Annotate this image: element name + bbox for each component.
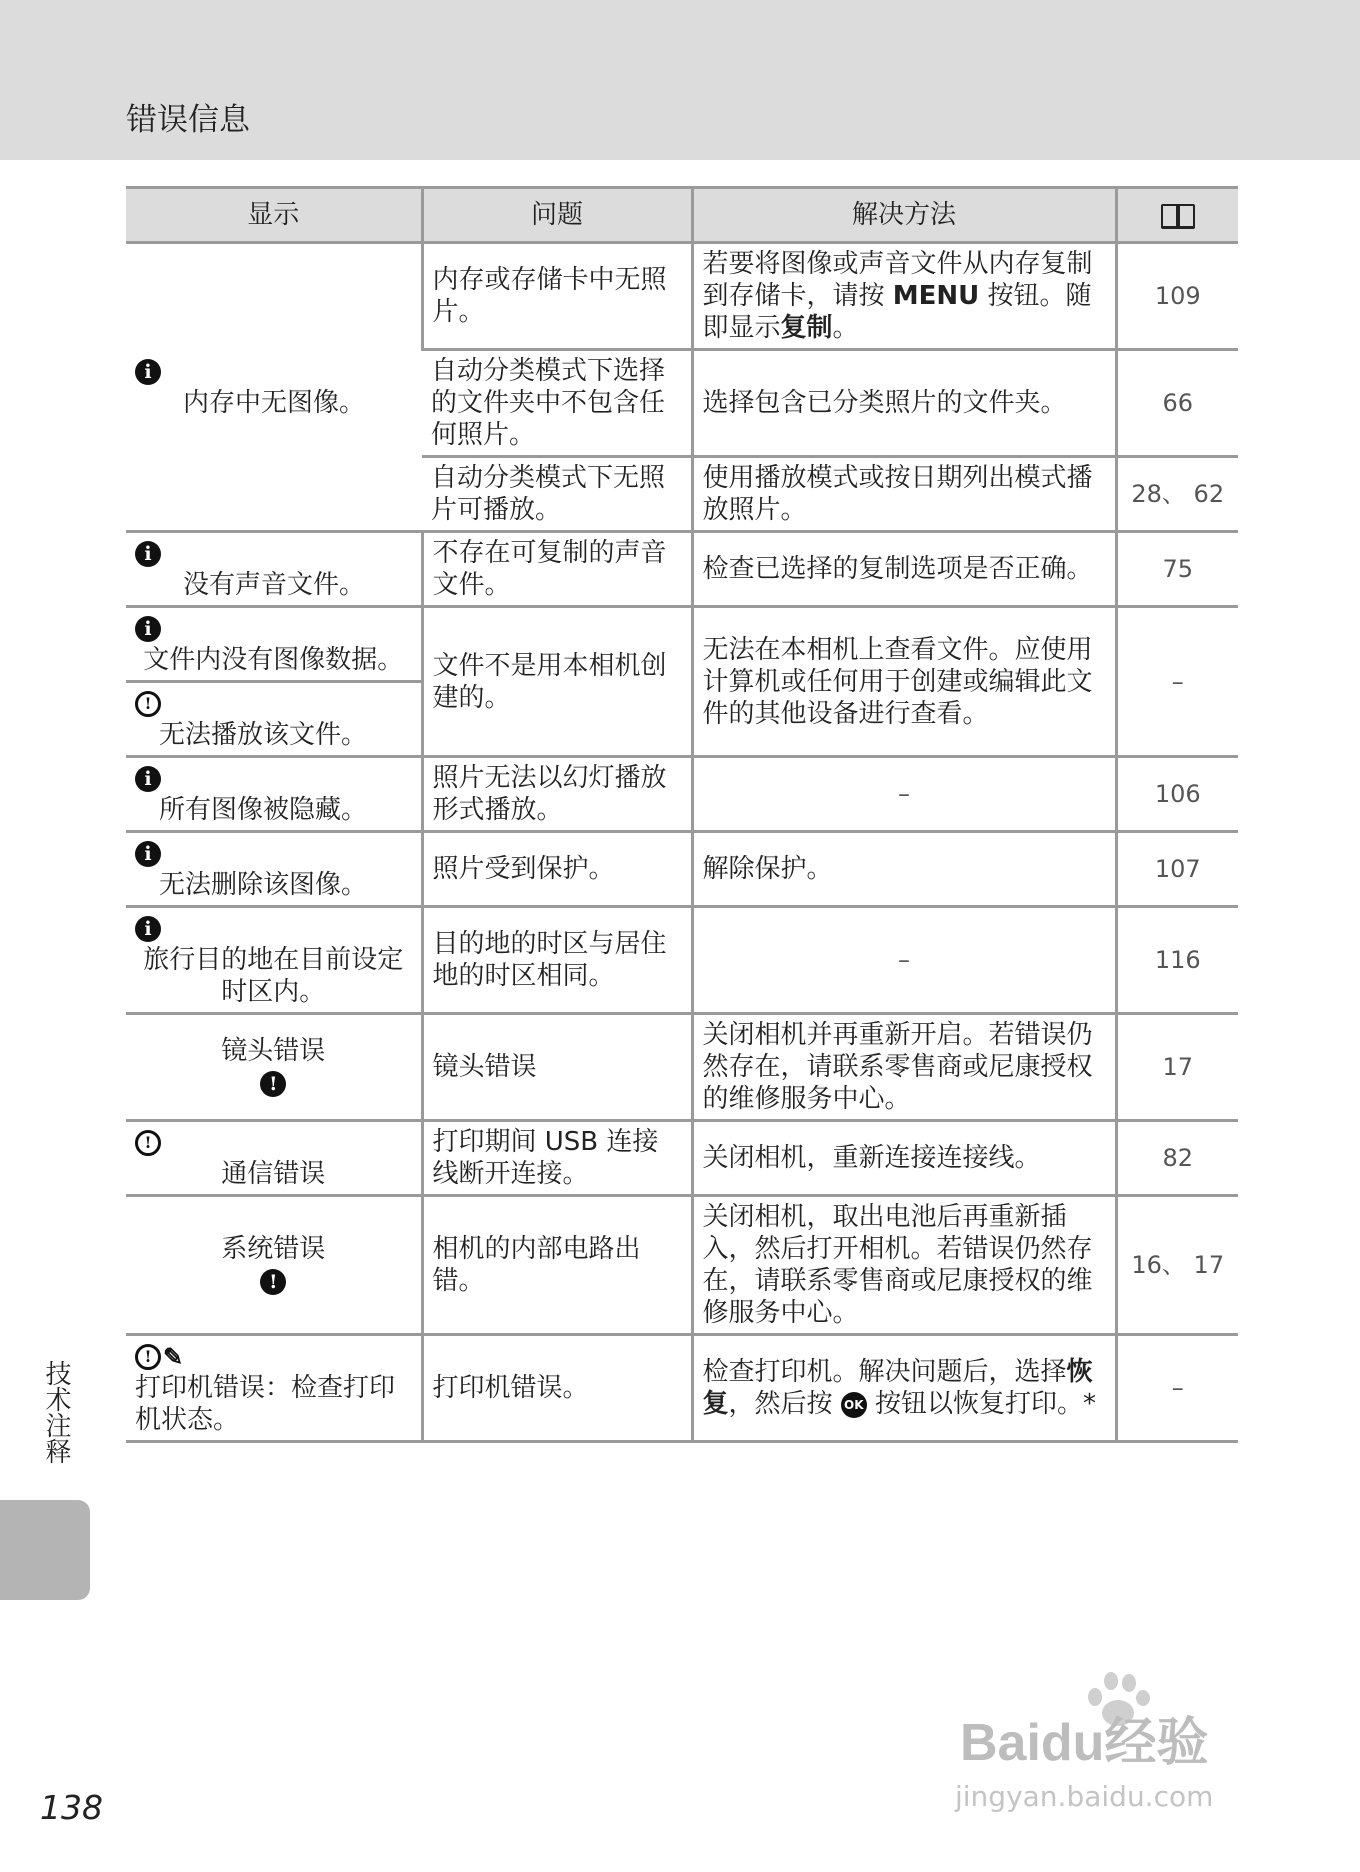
problem-cell: 相机的内部电路出错。 bbox=[422, 1196, 692, 1335]
solution-cell: 若要将图像或声音文件从内存复制到存储卡，请按 MENU 按钮。随即显示复制。 bbox=[692, 243, 1116, 350]
display-cell: ! 通信错误 bbox=[126, 1121, 422, 1196]
problem-cell: 镜头错误 bbox=[422, 1014, 692, 1121]
table-row bbox=[126, 1121, 1238, 1196]
solution-cell: 选择包含已分类照片的文件夹。 bbox=[692, 350, 1116, 457]
col-header-problem: 问题 bbox=[422, 188, 692, 243]
table-row bbox=[126, 1196, 1238, 1335]
display-cell: ! 无法播放该文件。 bbox=[126, 682, 422, 757]
problem-cell: 文件不是用本相机创建的。 bbox=[422, 607, 692, 757]
solution-cell: 关闭相机，重新连接连接线。 bbox=[692, 1121, 1116, 1196]
info-icon: i bbox=[135, 541, 161, 567]
table-row bbox=[126, 832, 1238, 907]
col-header-page bbox=[1116, 188, 1238, 243]
page-ref-cell: 66 bbox=[1116, 350, 1238, 457]
info-icon: i bbox=[135, 841, 161, 867]
table-row bbox=[126, 757, 1238, 832]
page-ref-cell: 75 bbox=[1116, 532, 1238, 607]
page-ref-cell: 17 bbox=[1116, 1014, 1238, 1121]
table-header-row bbox=[126, 188, 1238, 243]
display-cell: i 内存中无图像。 bbox=[126, 243, 422, 532]
display-cell: i 没有声音文件。 bbox=[126, 532, 422, 607]
solution-cell: 关闭相机并再重新开启。若错误仍然存在，请联系零售商或尼康授权的维修服务中心。 bbox=[692, 1014, 1116, 1121]
page-ref-cell: – bbox=[1116, 1335, 1238, 1442]
warning-icon: ! bbox=[135, 1130, 161, 1156]
problem-cell: 自动分类模式下无照片可播放。 bbox=[422, 457, 692, 532]
warning-icon: ! bbox=[135, 1344, 161, 1370]
solution-cell: 解除保护。 bbox=[692, 832, 1116, 907]
pictbridge-icon: ✎ bbox=[163, 1341, 184, 1371]
book-icon bbox=[1161, 204, 1195, 228]
solution-cell: 关闭相机，取出电池后再重新插入，然后打开相机。若错误仍然存在，请联系零售商或尼康授权的维修服务中心。 bbox=[692, 1196, 1116, 1335]
info-icon: i bbox=[135, 616, 161, 642]
col-header-display: 显示 bbox=[126, 188, 422, 243]
display-cell: 系统错误 ! bbox=[126, 1196, 422, 1335]
problem-cell: 不存在可复制的声音文件。 bbox=[422, 532, 692, 607]
page-ref-cell: 82 bbox=[1116, 1121, 1238, 1196]
problem-cell: 打印机错误。 bbox=[422, 1335, 692, 1442]
page-ref-cell: 109 bbox=[1116, 243, 1238, 350]
table-row bbox=[126, 243, 1238, 350]
problem-cell: 内存或存储卡中无照片。 bbox=[422, 243, 692, 350]
solution-cell: – bbox=[692, 907, 1116, 1014]
problem-cell: 照片受到保护。 bbox=[422, 832, 692, 907]
display-cell: i 文件内没有图像数据。 bbox=[126, 607, 422, 682]
solution-cell: 检查打印机。解决问题后，选择恢复，然后按 OK 按钮以恢复打印。* bbox=[692, 1335, 1116, 1442]
page-ref-cell: 107 bbox=[1116, 832, 1238, 907]
watermark-url: jingyan.baidu.com bbox=[955, 1780, 1214, 1813]
table-row bbox=[126, 532, 1238, 607]
page-ref-cell: 106 bbox=[1116, 757, 1238, 832]
col-header-solution: 解决方法 bbox=[692, 188, 1116, 243]
solution-cell: – bbox=[692, 757, 1116, 832]
display-cell: i 所有图像被隐藏。 bbox=[126, 757, 422, 832]
solution-cell: 无法在本相机上查看文件。应使用计算机或任何用于创建或编辑此文件的其他设备进行查看。 bbox=[692, 607, 1116, 757]
solution-cell: 使用播放模式或按日期列出模式播放照片。 bbox=[692, 457, 1116, 532]
problem-cell: 打印期间 USB 连接线断开连接。 bbox=[422, 1121, 692, 1196]
warning-icon: ! bbox=[135, 691, 161, 717]
page-ref-cell: 116 bbox=[1116, 907, 1238, 1014]
table-row bbox=[126, 1014, 1238, 1121]
problem-cell: 目的地的时区与居住地的时区相同。 bbox=[422, 907, 692, 1014]
info-icon: i bbox=[135, 916, 161, 942]
table-row bbox=[126, 907, 1238, 1014]
display-cell: 镜头错误 ! bbox=[126, 1014, 422, 1121]
info-icon: i bbox=[135, 766, 161, 792]
display-cell: ! ✎ 打印机错误：检查打印机状态。 bbox=[126, 1335, 422, 1442]
table-row bbox=[126, 607, 1238, 682]
problem-cell: 自动分类模式下选择的文件夹中不包含任何照片。 bbox=[422, 350, 692, 457]
page-number: 138 bbox=[40, 1788, 103, 1827]
info-icon: i bbox=[135, 359, 161, 385]
section-label: 技术注释 bbox=[41, 1360, 71, 1464]
watermark-brand: Baidu经验 bbox=[960, 1714, 1209, 1772]
error-message-table bbox=[126, 186, 1238, 1443]
error-icon: ! bbox=[260, 1269, 286, 1295]
page-title: 错误信息 bbox=[126, 102, 250, 138]
page-ref-cell: – bbox=[1116, 607, 1238, 757]
table-row bbox=[126, 1335, 1238, 1442]
display-cell: i 无法删除该图像。 bbox=[126, 832, 422, 907]
page-ref-cell: 28、 62 bbox=[1116, 457, 1238, 532]
solution-cell: 检查已选择的复制选项是否正确。 bbox=[692, 532, 1116, 607]
error-icon: ! bbox=[260, 1071, 286, 1097]
problem-cell: 照片无法以幻灯播放形式播放。 bbox=[422, 757, 692, 832]
display-cell: i 旅行目的地在目前设定时区内。 bbox=[126, 907, 422, 1014]
page-ref-cell: 16、 17 bbox=[1116, 1196, 1238, 1335]
section-tab bbox=[0, 1500, 90, 1600]
ok-button-icon: OK bbox=[841, 1392, 867, 1418]
